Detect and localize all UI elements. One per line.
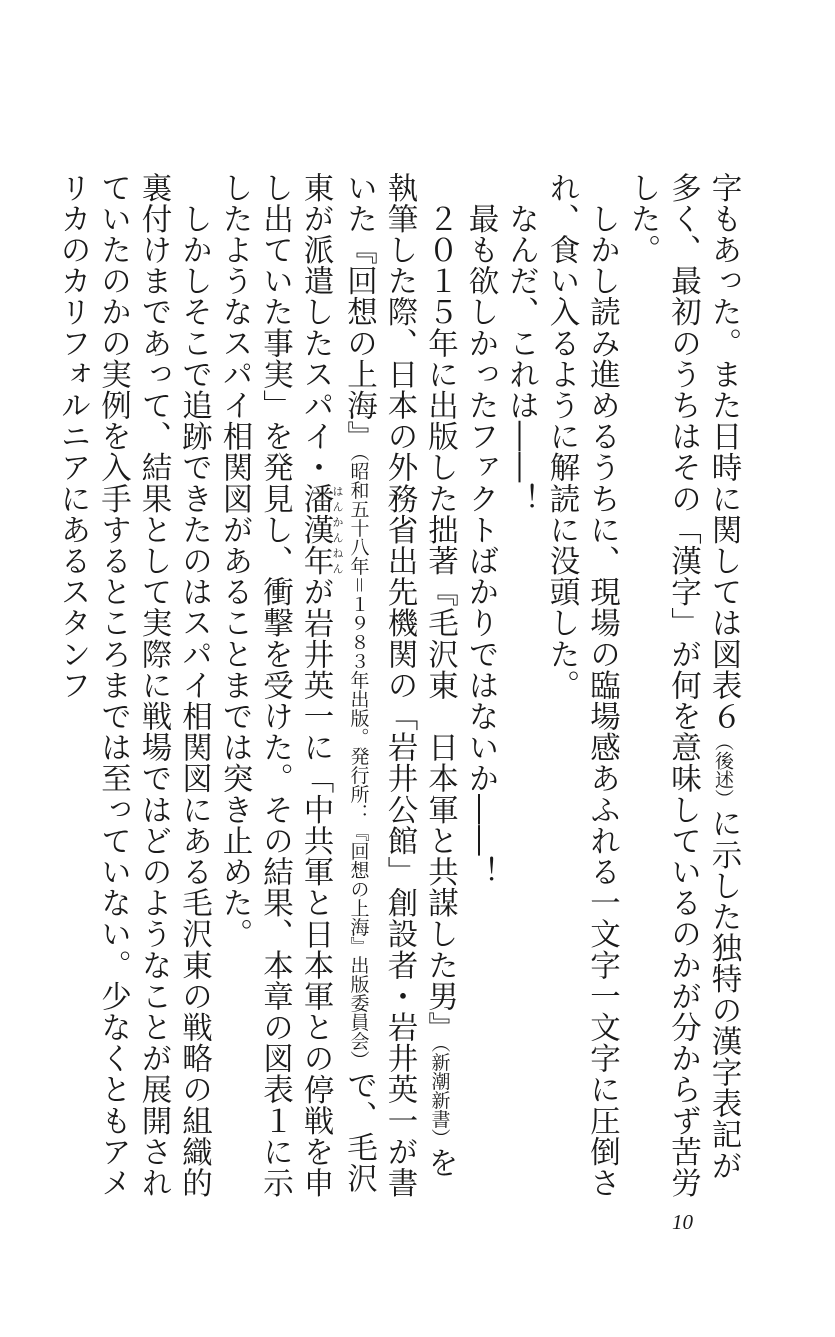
paragraph [500, 172, 541, 1202]
ruby-base: 漢年 [298, 514, 333, 577]
vertical-body-text [53, 172, 743, 1202]
text-run: 字もあった。また日時に関しては図表６ [706, 172, 741, 732]
text-run: 最も欲しかったファクトばかりではないか――！ [463, 172, 498, 888]
ruby-word [298, 514, 344, 577]
paragraph [214, 172, 460, 1202]
inline-note: （新潮新書） [428, 1042, 451, 1148]
inline-note: （昭和五十八年＝１９８３年出版。発行所：『回想の上海』出版委員会） [347, 451, 370, 1070]
text-run: なんだ、これは――！ [503, 172, 539, 515]
ruby-word [298, 483, 344, 515]
text-run: しかし読み進めるうちに、現場の臨場感あふれる一文字一文字に圧倒され、食い入るように解読に没頭した。 [544, 172, 620, 1199]
paragraph [52, 172, 214, 1202]
page-number: 10 [672, 1210, 693, 1234]
text-run: しかしそこで追跡できたのはスパイ相関図にある毛沢東の戦略の組織的裏付けまであって、結果として実際に戦場ではどのようなことが展開されていたのかの実例を入手するところまでは至っていない。少なくともアメリカのカリフォルニアにあるスタンフ [55, 172, 212, 1199]
ruby-base: 潘 [298, 483, 333, 515]
ruby-reading: はん [331, 483, 344, 515]
paragraph [622, 172, 744, 1202]
paragraph [460, 172, 501, 1202]
text-run: を執筆した際、日本の外務省出先機関の「岩井公館」創設者・岩井英一が書いた『回想の上海』 [341, 172, 458, 1199]
text-run: が岩井英一に「中共軍と日本軍との停戦を申し出ていた事実」を発見し、衝撃を受けた。その結果、本章の図表１に示したようなスパイ相関図があることまでは突き止めた。 [217, 172, 333, 1199]
paragraph [541, 172, 622, 1202]
text-run: で、毛沢東が派遣したスパイ・ [298, 172, 377, 1194]
text-run: に示した独特の漢字表記が多く、最初のうちはその「漢字」が何を意味しているのかが分からず苦労した。 [625, 172, 741, 1199]
ruby-reading: かんねん [331, 514, 344, 577]
inline-note: （後述） [712, 731, 734, 808]
text-run: ２０１５年に出版した拙著『毛沢東 日本軍と共謀した男』 [422, 172, 458, 1043]
